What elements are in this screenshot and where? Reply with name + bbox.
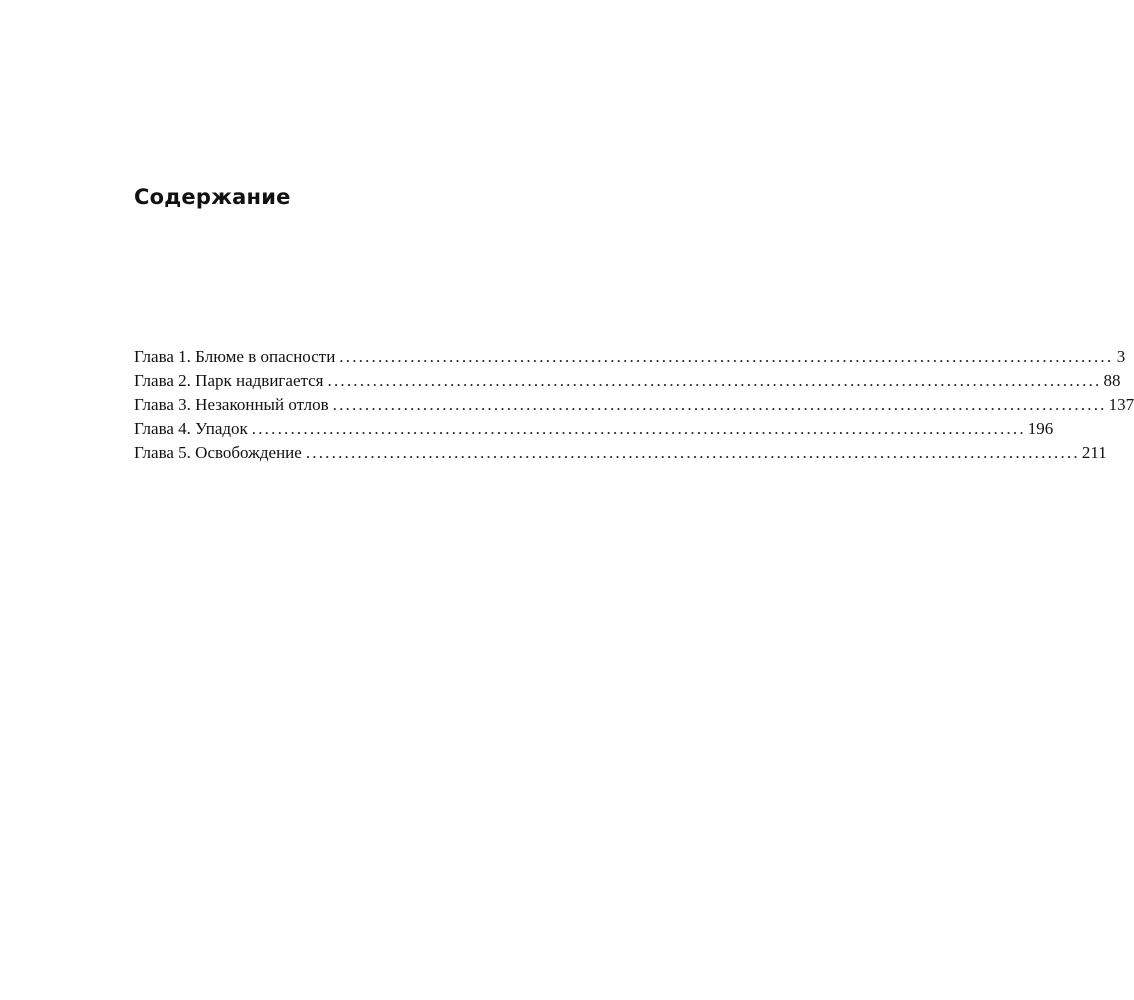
toc-entry — [134, 369, 1121, 393]
toc-entry — [134, 417, 1054, 441]
toc-entry-page: 88 — [1103, 371, 1121, 390]
toc-heading: Содержание — [134, 185, 291, 209]
toc-entry-title: Глава 1. Блюме в опасности — [134, 345, 339, 369]
toc-dot-leader: ........................................................................................................................ — [251, 419, 1026, 438]
toc-dot-leader: ........................................................................................................................ — [332, 395, 1107, 414]
toc-entry — [134, 441, 1107, 465]
toc-entry-page: 137 — [1108, 395, 1134, 414]
toc-entry-title: Глава 3. Незаконный отлов — [134, 393, 333, 417]
toc-dot-leader: ........................................................................................................................ — [327, 371, 1102, 390]
toc-entry-title: Глава 2. Парк надвигается — [134, 369, 328, 393]
toc-dot-leader: ........................................................................................................................ — [305, 443, 1080, 462]
toc-entry-page: 3 — [1116, 347, 1126, 366]
toc-entry-title: Глава 5. Освобождение — [134, 441, 306, 465]
toc-entry — [134, 393, 1134, 417]
toc-dot-leader: ........................................................................................................................ — [339, 347, 1114, 366]
table-of-contents — [134, 345, 1134, 465]
toc-entry-title: Глава 4. Упадок — [134, 417, 252, 441]
toc-entry-page: 211 — [1081, 443, 1107, 462]
toc-entry-page: 196 — [1027, 419, 1054, 438]
toc-entry — [134, 345, 1126, 369]
